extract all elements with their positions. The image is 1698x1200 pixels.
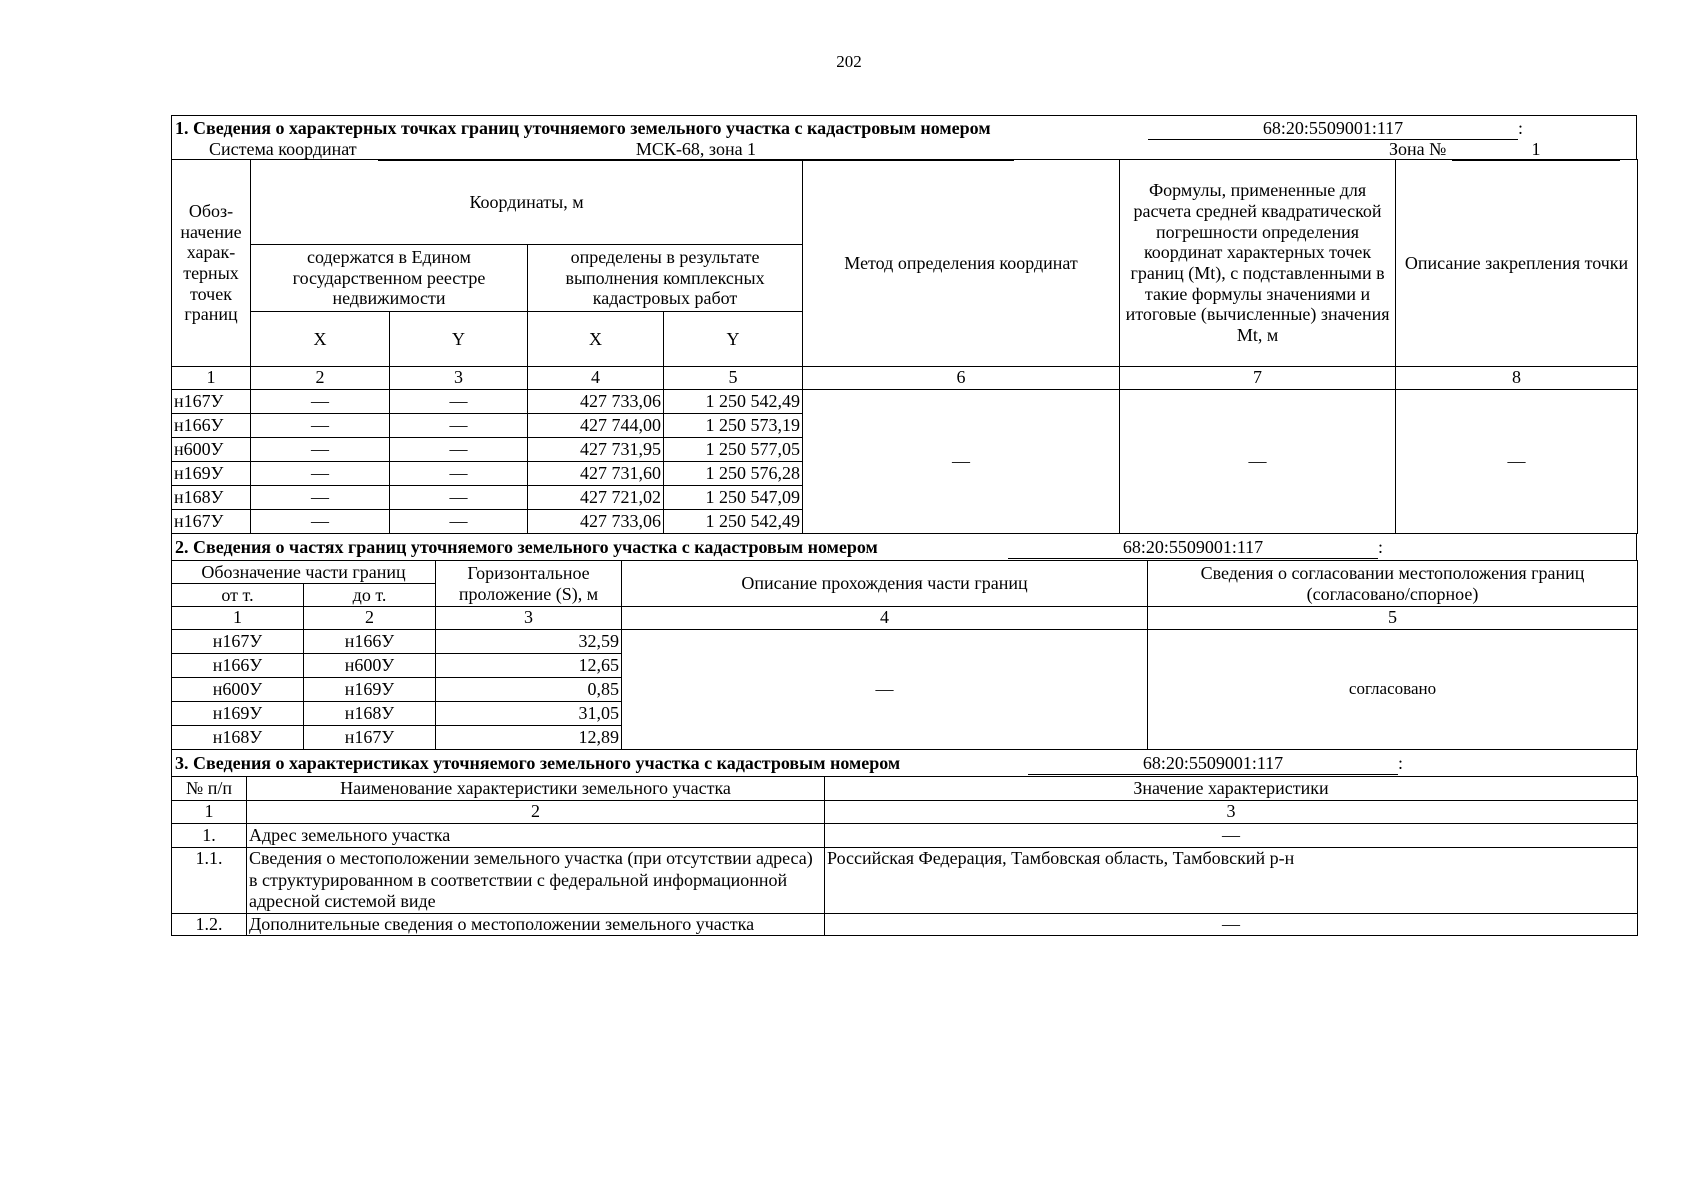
y-kkr: 1 250 542,49 [664,510,803,534]
header-x-kkr: X [528,312,664,367]
x-kkr: 427 721,02 [528,486,664,510]
header-egrn: содержатся в Едином государственном реестре недвижимости [251,245,528,312]
header-part-designation: Обозначение части границ [172,561,436,584]
from-point: н167У [172,630,304,654]
y-kkr: 1 250 542,49 [664,390,803,414]
table-row [172,824,1638,848]
horizontal-value: 31,05 [436,702,622,726]
header-name: Наименование характеристики земельного участка [247,777,825,801]
coord-system-value: МСК-68, зона 1 [378,139,1014,161]
description-value: — [622,630,1148,750]
section1-suffix: : [1518,118,1524,138]
header-kkr: определены в результате выполнения комплексных кадастровых работ [528,245,803,312]
horizontal-value: 32,59 [436,630,622,654]
table-row [172,390,1638,414]
header-num: № п/п [172,777,247,801]
section2-cadastral-number: 68:20:5509001:117 [1008,537,1378,559]
header-y-egrn: Y [390,312,528,367]
y-kkr: 1 250 577,05 [664,438,803,462]
col-number: 5 [664,367,803,390]
characteristic-name: Адрес земельного участка [247,824,825,848]
row-number: 1.1. [172,848,247,914]
header-y-kkr: Y [664,312,803,367]
y-kkr: 1 250 573,19 [664,414,803,438]
section2-header [171,534,1637,560]
col-number: 6 [803,367,1120,390]
section1-header [171,115,1637,159]
section3-title: 3. Сведения о характеристиках уточняемого земельного участка с кадастровым номером [175,753,901,773]
header-designation: Обоз- начение харак- терных точек границ [172,160,251,367]
header-to: до т. [304,584,436,607]
header-x-egrn: X [251,312,390,367]
horizontal-value: 0,85 [436,678,622,702]
header-from: от т. [172,584,304,607]
characteristic-value: — [825,824,1638,848]
characteristic-name: Дополнительные сведения о местоположении земельного участка [247,913,825,936]
from-point: н166У [172,654,304,678]
to-point: н168У [304,702,436,726]
x-egrn: — [251,414,390,438]
col-number: 4 [622,607,1148,630]
col-number: 1 [172,607,304,630]
col-number: 3 [825,801,1638,824]
to-point: н167У [304,726,436,750]
characteristic-name: Сведения о местоположении земельного участка (при отсутствии адреса) в структурированном в соответствии с федеральной информационной адресной системой виде [247,848,825,914]
y-egrn: — [390,390,528,414]
x-egrn: — [251,390,390,414]
characteristic-value: — [825,913,1638,936]
y-kkr: 1 250 547,09 [664,486,803,510]
section3-cadastral-number: 68:20:5509001:117 [1028,753,1398,775]
y-egrn: — [390,486,528,510]
col-number: 1 [172,801,247,824]
table-row [172,848,1638,914]
section2-title: 2. Сведения о частях границ уточняемого земельного участка с кадастровым номером [175,537,878,557]
header-horizontal: Горизонтальное проложение (S), м [436,561,622,607]
characteristic-value: Российская Федерация, Тамбовская область, Тамбовский р-н [825,848,1638,914]
characteristics-table [171,776,1638,936]
from-point: н600У [172,678,304,702]
page-number: 202 [836,52,862,71]
to-point: н600У [304,654,436,678]
x-kkr: 427 733,06 [528,390,664,414]
zone-value: 1 [1452,139,1620,161]
header-method: Метод определения координат [803,160,1120,367]
zone-label: Зона № [1389,139,1447,159]
point-name: н166У [172,414,251,438]
y-egrn: — [390,414,528,438]
header-description: Описание прохождения части границ [622,561,1148,607]
document [171,115,1637,936]
formulas-value: — [1120,390,1396,534]
horizontal-value: 12,89 [436,726,622,750]
x-kkr: 427 733,06 [528,510,664,534]
method-value: — [803,390,1120,534]
x-kkr: 427 731,60 [528,462,664,486]
coord-system-label: Система координат [209,139,357,159]
header-fixing: Описание закрепления точки [1396,160,1638,367]
x-egrn: — [251,510,390,534]
points-table [171,159,1638,534]
from-point: н169У [172,702,304,726]
y-egrn: — [390,510,528,534]
section3-header [171,750,1637,776]
section1-title: 1. Сведения о характерных точках границ уточняемого земельного участка с кадастровым номером [175,118,991,138]
col-number: 8 [1396,367,1638,390]
row-number: 1.2. [172,913,247,936]
x-kkr: 427 744,00 [528,414,664,438]
col-number: 2 [304,607,436,630]
col-number: 2 [247,801,825,824]
section1-cadastral-number: 68:20:5509001:117 [1148,118,1518,140]
row-number: 1. [172,824,247,848]
y-kkr: 1 250 576,28 [664,462,803,486]
col-number: 1 [172,367,251,390]
col-number: 2 [251,367,390,390]
header-value: Значение характеристики [825,777,1638,801]
col-number: 5 [1148,607,1638,630]
boundary-parts-table [171,560,1638,750]
col-number: 3 [436,607,622,630]
point-name: н167У [172,390,251,414]
col-number: 3 [390,367,528,390]
header-formulas: Формулы, примененные для расчета средней квадратической погрешности определения координат характерных точек границ (Mt), с подставленными в такие формулы значениями и итоговые (вычисленные) значения Mt, м [1120,160,1396,367]
x-egrn: — [251,486,390,510]
section3-suffix: : [1398,753,1404,773]
fixing-value: — [1396,390,1638,534]
section2-suffix: : [1378,537,1384,557]
horizontal-value: 12,65 [436,654,622,678]
point-name: н169У [172,462,251,486]
y-egrn: — [390,462,528,486]
header-coordinates: Координаты, м [251,160,803,245]
point-name: н600У [172,438,251,462]
point-name: н168У [172,486,251,510]
x-egrn: — [251,438,390,462]
table-row [172,913,1638,936]
x-egrn: — [251,462,390,486]
to-point: н169У [304,678,436,702]
x-kkr: 427 731,95 [528,438,664,462]
from-point: н168У [172,726,304,750]
agreement-value: согласовано [1148,630,1638,750]
to-point: н166У [304,630,436,654]
y-egrn: — [390,438,528,462]
table-row [172,630,1638,654]
header-agreement: Сведения о согласовании местоположения границ (согласовано/спорное) [1148,561,1638,607]
col-number: 7 [1120,367,1396,390]
col-number: 4 [528,367,664,390]
point-name: н167У [172,510,251,534]
